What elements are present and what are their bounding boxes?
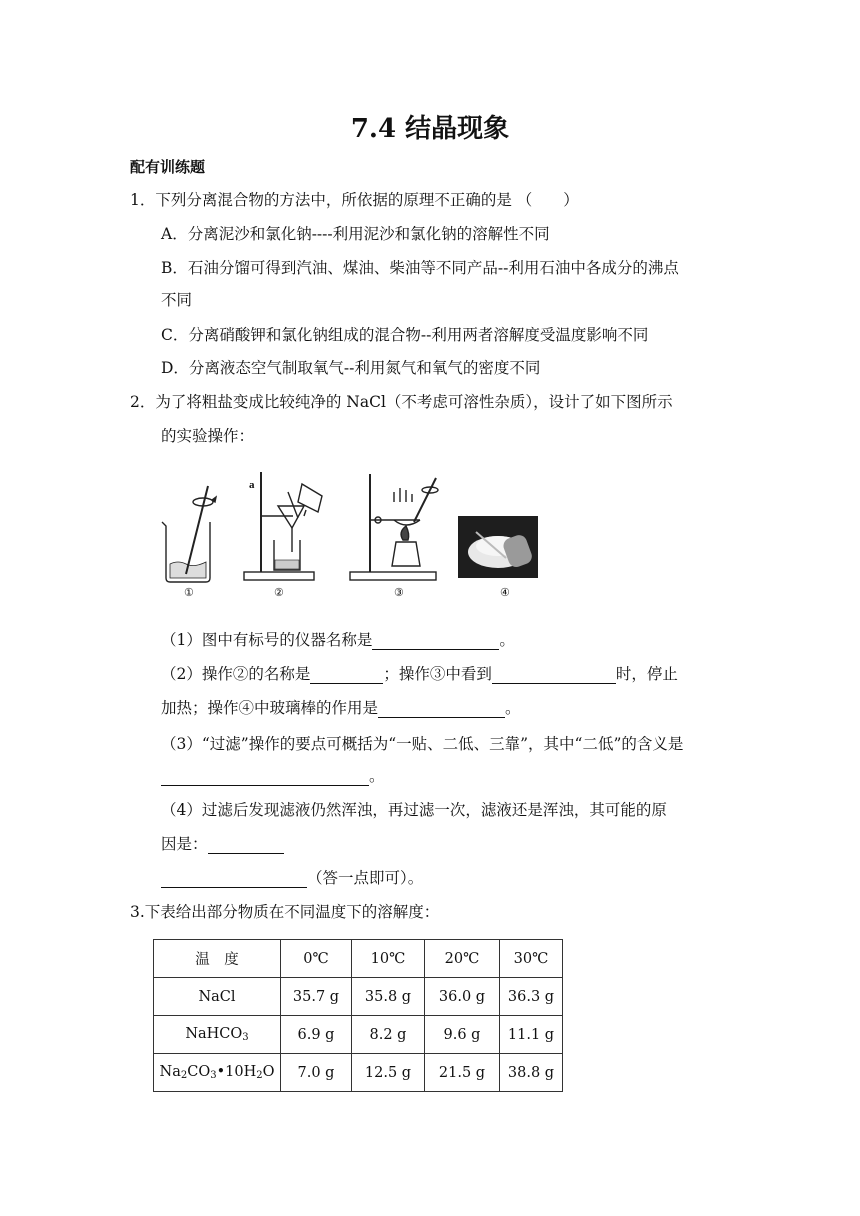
answer-blank-3[interactable] <box>492 667 616 684</box>
table-cell: 36.0 g <box>425 978 500 1016</box>
header-temperature: 温 度 <box>154 940 281 978</box>
answer-blank-5[interactable] <box>161 769 369 786</box>
table-cell: 21.5 g <box>425 1054 500 1092</box>
evaporation-figure <box>350 474 438 580</box>
row-name-nacl: NaCl <box>154 978 281 1016</box>
q2-sub2-text-d: 加热；操作④中玻璃棒的作用是 <box>161 699 379 717</box>
header-20c: 20℃ <box>425 940 500 978</box>
q1-option-a: A．分离泥沙和氯化钠----利用泥沙和氯化钠的溶解性不同 <box>161 225 550 243</box>
q1-option-b-line2: 不同 <box>161 291 193 309</box>
table-cell: 9.6 g <box>425 1016 500 1054</box>
q2-sub2-line2 <box>161 698 521 718</box>
q2-sub3-end: 。 <box>369 767 385 785</box>
table-cell: 12.5 g <box>352 1054 425 1092</box>
table-cell: 6.9 g <box>281 1016 352 1054</box>
header-10c: 10℃ <box>352 940 425 978</box>
table-header-row <box>154 940 563 978</box>
table-row <box>154 1016 563 1054</box>
table-row <box>154 1054 563 1092</box>
answer-blank-2[interactable] <box>310 667 383 684</box>
q2-sub1-text: （1）图中有标号的仪器名称是 <box>161 631 373 649</box>
row-name-nahco3: NaHCO$_3$ <box>154 1016 281 1054</box>
q2-sub1-end: 。 <box>499 631 515 649</box>
page-title: 7.4 结晶现象 <box>350 114 510 144</box>
q1-option-c: C．分离硝酸钾和氯化钠组成的混合物--利用两者溶解度受温度影响不同 <box>161 326 649 344</box>
q2-sub3-line1: （3）“过滤”操作的要点可概括为“一贴、二低、三靠”，其中“二低”的含义是 <box>161 735 684 753</box>
q2-sub1 <box>161 630 515 650</box>
answer-blank-6[interactable] <box>208 837 284 854</box>
q2-sub2-line1 <box>161 664 678 684</box>
q2-sub4-line1: （4）过滤后发现滤液仍然浑浊，再过滤一次，滤液还是浑浊，其可能的原 <box>161 801 667 819</box>
table-row <box>154 978 563 1016</box>
table-cell: 11.1 g <box>500 1016 563 1054</box>
q2-sub3-line2 <box>161 766 385 786</box>
experiment-diagram <box>158 462 548 602</box>
q3-stem: 3.下表给出部分物质在不同温度下的溶解度： <box>130 903 440 921</box>
q2-sub4-text-c: （答一点即可）。 <box>307 869 424 887</box>
table-cell: 35.7 g <box>281 978 352 1016</box>
q2-sub2-text-c: 时，停止 <box>615 665 678 683</box>
answer-blank-1[interactable] <box>372 633 499 650</box>
dissolving-figure <box>162 486 216 582</box>
table-cell: 8.2 g <box>352 1016 425 1054</box>
q1-stem: 1．下列分离混合物的方法中，所依据的原理不正确的是 （ ） <box>130 191 579 209</box>
figure-label-4: ④ <box>500 586 510 599</box>
q1-option-d: D．分离液态空气制取氧气--利用氮气和氧气的密度不同 <box>161 359 541 377</box>
q2-stem-line2: 的实验操作： <box>161 427 255 445</box>
figure-letter-a: a <box>249 479 255 491</box>
table-cell: 7.0 g <box>281 1054 352 1092</box>
figure-label-1: ① <box>184 586 194 599</box>
figure-label-3: ③ <box>394 586 404 599</box>
q2-sub2-text-b: ；操作③中看到 <box>383 665 492 683</box>
table-cell: 36.3 g <box>500 978 563 1016</box>
section-label: 配有训练题 <box>130 158 206 176</box>
experiment-figures <box>158 462 548 602</box>
q2-sub2-end: 。 <box>505 699 521 717</box>
transfer-figure-photo <box>458 516 538 578</box>
q2-sub4-line2 <box>161 834 284 854</box>
header-0c: 0℃ <box>281 940 352 978</box>
q2-sub4-line3 <box>161 868 423 888</box>
solubility-table <box>153 939 563 1092</box>
filtration-figure <box>244 472 322 580</box>
table-cell: 35.8 g <box>352 978 425 1016</box>
answer-blank-4[interactable] <box>378 701 505 718</box>
header-30c: 30℃ <box>500 940 563 978</box>
q2-sub4-text-b: 因是： <box>161 835 208 853</box>
row-name-na2co3: $Na_2CO_3•10H_2O$ <box>154 1054 281 1092</box>
figure-label-2: ② <box>274 586 284 599</box>
answer-blank-7[interactable] <box>161 871 307 888</box>
q1-option-b-line1: B．石油分馏可得到汽油、煤油、柴油等不同产品--利用石油中各成分的沸点 <box>161 259 679 277</box>
q2-stem-line1: 2．为了将粗盐变成比较纯净的 NaCl（不考虑可溶性杂质），设计了如下图所示 <box>130 393 673 411</box>
q2-sub2-text-a: （2）操作②的名称是 <box>161 665 311 683</box>
table-cell: 38.8 g <box>500 1054 563 1092</box>
